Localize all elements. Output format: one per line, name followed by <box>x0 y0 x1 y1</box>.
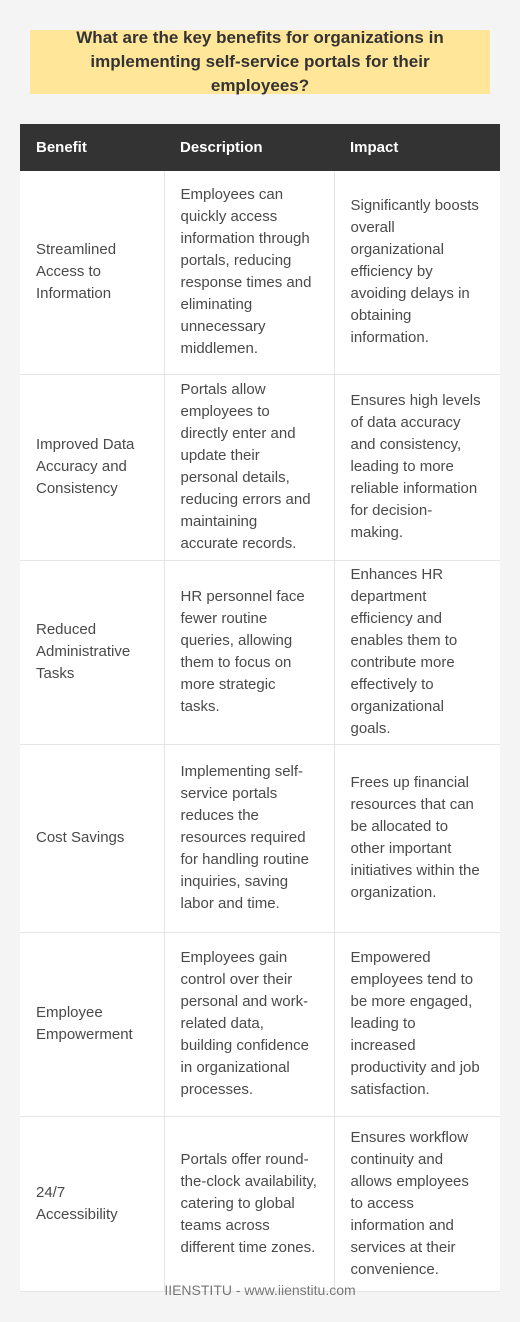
benefit-cell: 24/7 Accessibility <box>20 1116 164 1291</box>
benefit-cell: Reduced Administrative Tasks <box>20 560 164 744</box>
description-cell: Employees gain control over their personal and work-related data, building confidence in organizational processes. <box>164 932 334 1116</box>
table-row <box>20 932 500 1116</box>
header-impact: Impact <box>334 124 500 171</box>
table-row <box>20 744 500 932</box>
table-header-row <box>20 124 500 171</box>
header-description: Description <box>164 124 334 171</box>
benefit-cell: Employee Empowerment <box>20 932 164 1116</box>
impact-cell: Empowered employees tend to be more engaged, leading to increased productivity and job satisfaction. <box>334 932 500 1116</box>
impact-cell: Ensures workflow continuity and allows employees to access information and services at their convenience. <box>334 1116 500 1291</box>
table-row <box>20 374 500 560</box>
benefit-cell: Improved Data Accuracy and Consistency <box>20 374 164 560</box>
impact-cell: Enhances HR department efficiency and enables them to contribute more effectively to organizational goals. <box>334 560 500 744</box>
title-banner <box>30 30 490 94</box>
impact-cell: Significantly boosts overall organizational efficiency by avoiding delays in obtaining information. <box>334 171 500 374</box>
description-cell: HR personnel face fewer routine queries, allowing them to focus on more strategic tasks. <box>164 560 334 744</box>
benefit-cell: Streamlined Access to Information <box>20 171 164 374</box>
description-cell: Portals offer round-the-clock availability, catering to global teams across different time zones. <box>164 1116 334 1291</box>
description-cell: Portals allow employees to directly enter and update their personal details, reducing errors and maintaining accurate records. <box>164 374 334 560</box>
table-row <box>20 560 500 744</box>
table-row <box>20 171 500 374</box>
benefit-cell: Cost Savings <box>20 744 164 932</box>
description-cell: Employees can quickly access information through portals, reducing response times and eliminating unnecessary middlemen. <box>164 171 334 374</box>
footer-credit: IIENSTITU - www.iienstitu.com <box>164 1282 356 1298</box>
header-benefit: Benefit <box>20 124 164 171</box>
table-row <box>20 1116 500 1291</box>
impact-cell: Ensures high levels of data accuracy and consistency, leading to more reliable information for decision-making. <box>334 374 500 560</box>
page-title: What are the key benefits for organizations in implementing self-service portals for their employees? <box>76 28 444 95</box>
impact-cell: Frees up financial resources that can be allocated to other important initiatives within the organization. <box>334 744 500 932</box>
description-cell: Implementing self-service portals reduces the resources required for handling routine inquiries, saving labor and time. <box>164 744 334 932</box>
benefits-table <box>20 124 500 1292</box>
